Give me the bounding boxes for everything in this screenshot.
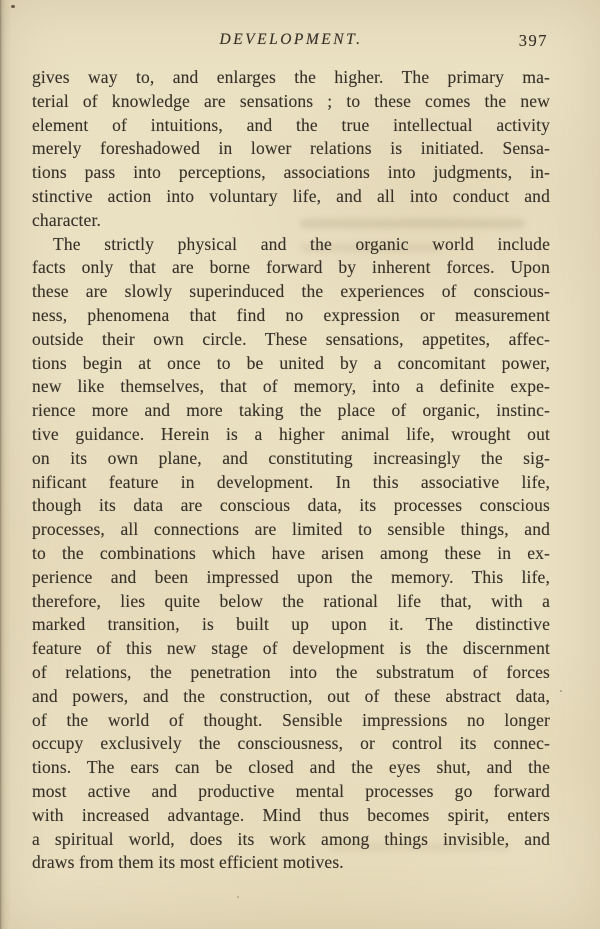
text-line: rience more and more taking the place of organic, instinc- (32, 400, 550, 421)
text-line: tions. The ears can be closed and the eyes shut, and the (32, 757, 550, 778)
ink-speck (237, 896, 239, 898)
text-line: outside their own circle. These sensations, appetites, affec- (32, 328, 550, 349)
text-line: a spiritual world, does its work among things invisible, and (32, 828, 550, 849)
text-line: new like themselves, that of memory, into a definite expe- (32, 376, 550, 397)
text-line: stinctive action into voluntary life, and all into conduct and (32, 185, 550, 206)
text-line: tions pass into perceptions, associations into judgments, in- (32, 162, 550, 183)
running-title: DEVELOPMENT. (219, 31, 363, 48)
page-body (32, 66, 550, 875)
ink-speck (560, 690, 562, 692)
text-line: draws from them its most efficient motives. (32, 852, 344, 873)
text-line: facts only that are borne forward by inherent forces. Upon (32, 257, 550, 278)
text-line: on its own plane, and constituting increasingly the sig- (32, 447, 550, 468)
paragraph (32, 233, 550, 876)
text-line: of the world of thought. Sensible impressions no longer (32, 709, 550, 730)
text-line: occupy exclusively the consciousness, or control its connec- (32, 733, 550, 754)
text-line: most active and productive mental processes go forward (32, 780, 550, 801)
text-line: nificant feature in development. In this associative life, (32, 471, 550, 492)
text-line: perience and been impressed upon the memory. This life, (32, 566, 550, 587)
text-line: The strictly physical and the organic world include (53, 233, 550, 254)
text-line: character. (32, 209, 102, 230)
text-line: gives way to, and enlarges the higher. The primary ma- (32, 67, 550, 87)
text-line: tive guidance. Herein is a higher animal life, wrought out (32, 423, 550, 444)
text-line: processes, all connections are limited to sensible things, and (32, 519, 550, 540)
text-line: and powers, and the construction, out of these abstract data, (32, 685, 550, 706)
text-line: terial of knowledge are sensations ; to these comes the new (32, 90, 550, 111)
page-number: 397 (518, 31, 548, 50)
text-line: tions begin at once to be united by a concomitant power, (32, 352, 550, 373)
text-line: marked transition, is built up upon it. The distinctive (32, 614, 550, 635)
text-line: with increased advantage. Mind thus becomes spirit, enters (32, 804, 550, 825)
ink-speck (11, 5, 15, 8)
text-line: feature of this new stage of development is the discernment (32, 638, 550, 659)
text-line: merely foreshadowed in lower relations is initiated. Sensa- (32, 138, 550, 159)
text-line: element of intuitions, and the true intellectual activity (32, 114, 550, 135)
text-line: though its data are conscious data, its processes conscious (32, 495, 550, 516)
text-line: of relations, the penetration into the substratum of forces (32, 661, 550, 682)
paragraph (32, 66, 550, 233)
text-line: these are slowly superinduced the experiences of conscious- (32, 281, 550, 302)
page-header (32, 31, 550, 53)
text-line: therefore, lies quite below the rational life that, with a (32, 590, 550, 611)
text-line: ness, phenomena that find no expression or measurement (32, 304, 550, 325)
text-line: to the combinations which have arisen among these in ex- (32, 542, 550, 563)
